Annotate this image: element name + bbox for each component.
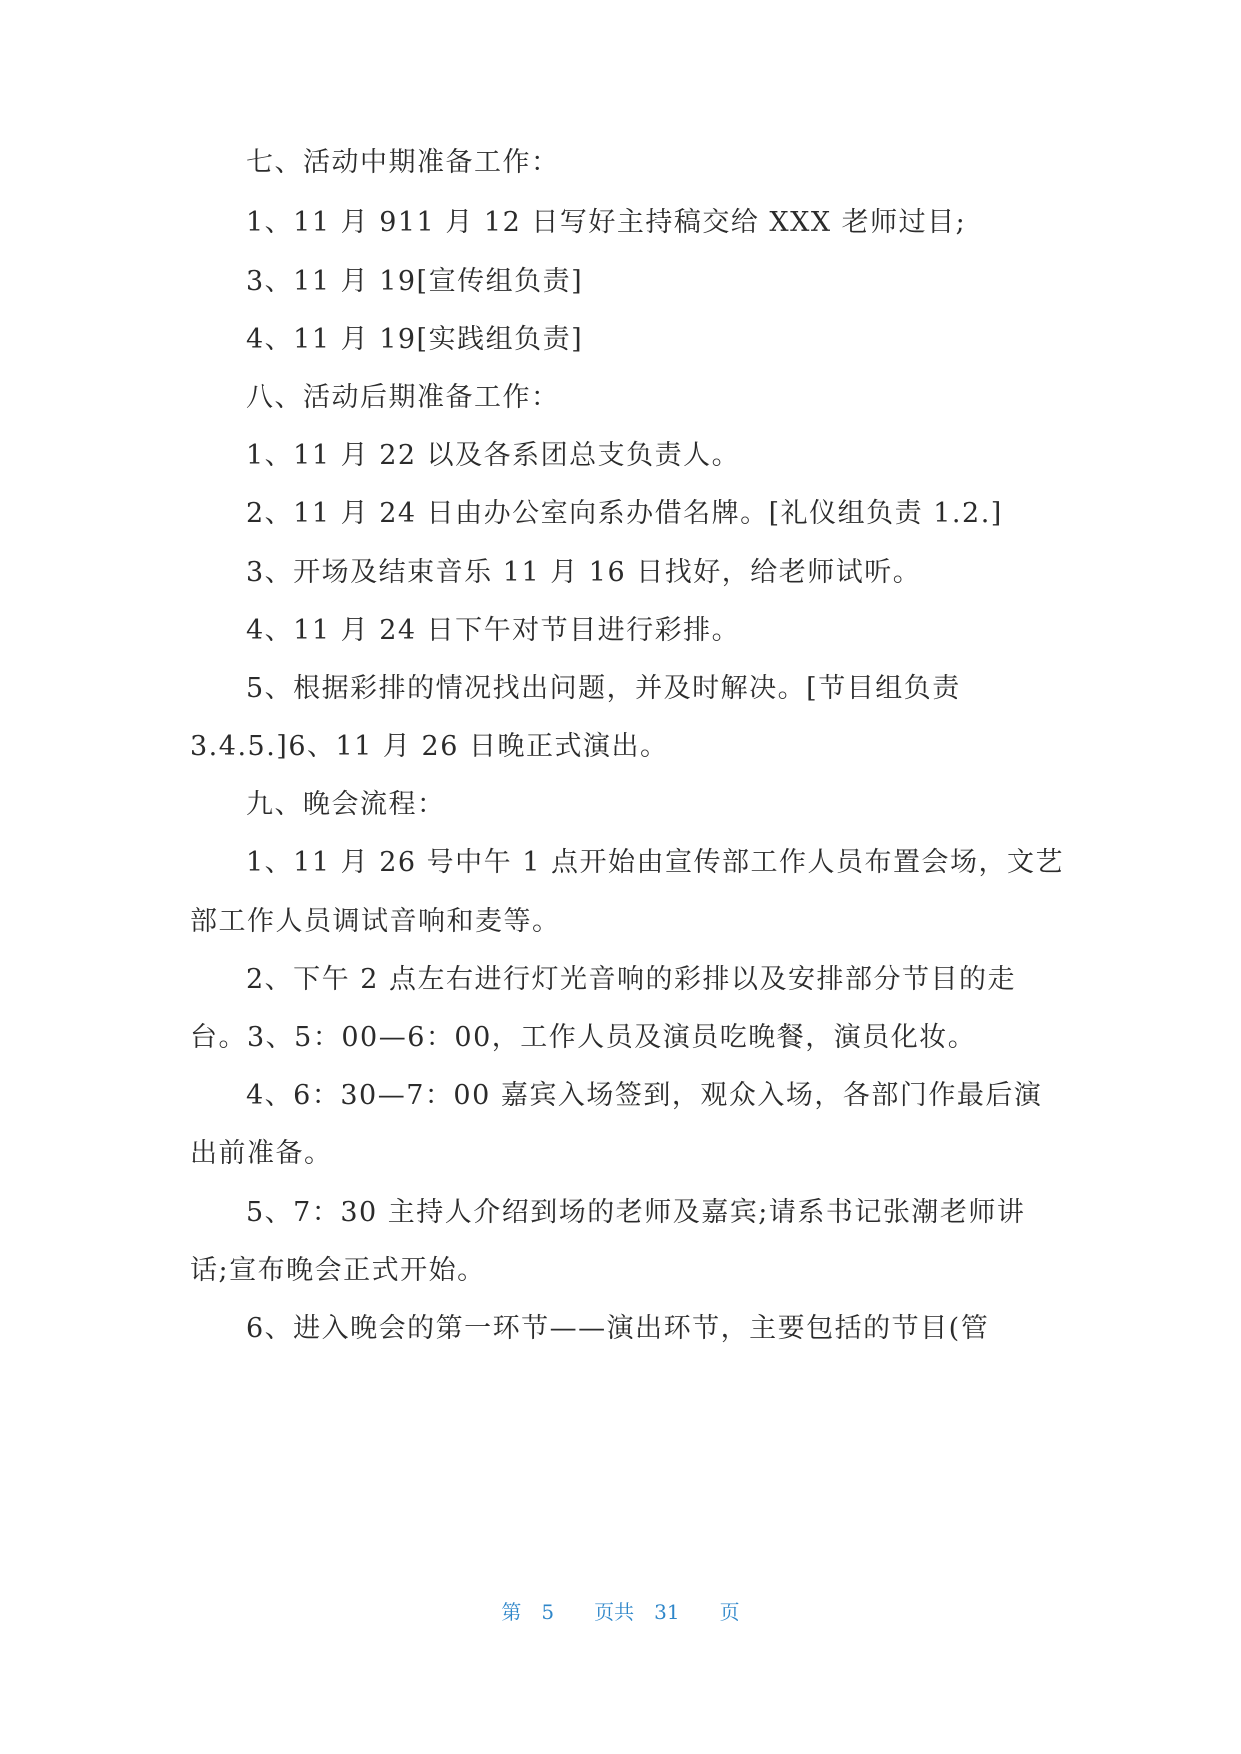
paragraph-line: 话;宣布晚会正式开始。 (190, 1255, 486, 1286)
footer-total-pages: 31 (654, 1600, 680, 1624)
section-heading: 八、活动后期准备工作： (246, 382, 560, 413)
paragraph-line: 2、11 月 24 日由办公室向系办借名牌。[礼仪组负责 1.2.] (246, 498, 1003, 529)
paragraph-line: 5、根据彩排的情况找出问题，并及时解决。[节目组负责 (246, 673, 961, 704)
paragraph-line: 6、进入晚会的第一环节——演出环节，主要包括的节目(管 (246, 1313, 990, 1344)
paragraph-line: 4、6：30—7：00 嘉宾入场签到，观众入场，各部门作最后演 (246, 1080, 1043, 1111)
paragraph-line: 5、7：30 主持人介绍到场的老师及嘉宾;请系书记张潮老师讲 (246, 1197, 1026, 1228)
paragraph-line: 3、开场及结束音乐 11 月 16 日找好，给老师试听。 (246, 557, 922, 588)
section-heading: 七、活动中期准备工作： (246, 147, 560, 178)
page-footer (0, 1598, 1241, 1626)
paragraph-line: 4、11 月 19[实践组负责] (246, 324, 584, 355)
paragraph-line: 1、11 月 22 以及各系团总支负责人。 (246, 440, 741, 471)
paragraph-line: 1、11 月 911 月 12 日写好主持稿交给 XXX 老师过目; (246, 207, 967, 238)
footer-prefix: 第 (501, 1600, 522, 1624)
footer-suffix: 页 (719, 1600, 740, 1624)
paragraph-line: 1、11 月 26 号中午 1 点开始由宣传部工作人员布置会场，文艺 (246, 847, 1064, 878)
paragraph-line: 台。3、5：00—6：00，工作人员及演员吃晚餐，演员化妆。 (190, 1022, 977, 1053)
section-heading: 九、晚会流程： (246, 789, 446, 820)
footer-middle: 页共 (594, 1600, 635, 1624)
paragraph-line: 2、下午 2 点左右进行灯光音响的彩排以及安排部分节目的走 (246, 964, 1017, 995)
paragraph-line: 出前准备。 (190, 1138, 333, 1169)
paragraph-line: 4、11 月 24 日下午对节目进行彩排。 (246, 615, 741, 646)
paragraph-line: 3、11 月 19[宣传组负责] (246, 266, 584, 297)
paragraph-line: 部工作人员调试音响和麦等。 (190, 906, 561, 937)
footer-page-number: 5 (541, 1600, 555, 1624)
paragraph-line: 3.4.5.]6、11 月 26 日晚正式演出。 (190, 731, 669, 762)
